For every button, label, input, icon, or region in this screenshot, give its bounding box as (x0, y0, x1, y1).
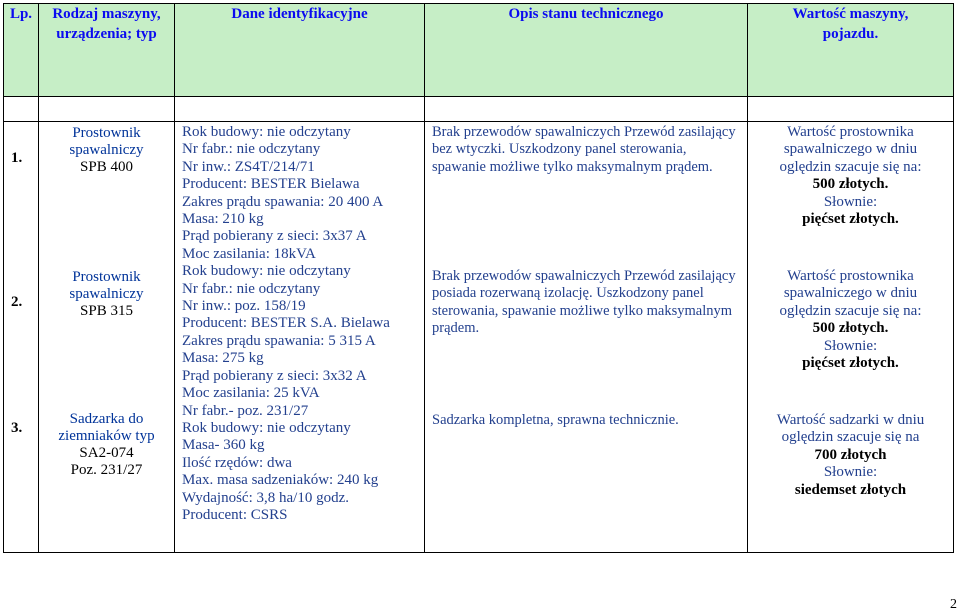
row-1-ident: Rok budowy: nie odczytany Nr fabr.: nie odczytany Nr inw.: ZS4T/214/71 Producent: BESTER Bielawa Zakres prądu spawania: 20 400 A Masa: 210 kg Prąd pobierany z sieci: 3x37 A Moc zasilania: 18kVA (182, 124, 384, 262)
header-value-line1: Wartość maszyny, (792, 6, 909, 22)
row-3-desc: Sadzarka kompletna, sprawna technicznie. (432, 412, 679, 428)
row-2-value: Wartość prostownika spawalniczego w dniu oględzin szacuje się na: 500 złotych. Słownie: pięćset złotych. (779, 268, 922, 372)
row-3-words: siedemset złotych (794, 481, 907, 498)
row-1-machine: Prostownik spawalniczy SPB 400 (69, 125, 144, 175)
row-1-words: pięćset złotych. (802, 211, 899, 228)
row-3-ident: Nr fabr.- poz. 231/27 Rok budowy: nie odczytany Masa- 360 kg Ilość rzędów: dwa Max. masa sadzeniaków: 240 kg Wydajność: 3,8 ha/10 godz. Producent: CSRS (182, 402, 379, 523)
header-type-line1: Rodzaj maszyny, (52, 6, 161, 22)
lp-column (4, 122, 39, 553)
items-row (4, 122, 954, 553)
header-row (4, 4, 954, 97)
row-2-lp: 2. (11, 294, 23, 310)
row-2-amount: 500 złotych. (812, 320, 889, 337)
header-value-line2: pojazdu. (822, 26, 879, 42)
desc-column (425, 122, 748, 553)
row-3-machine: Sadzarka do ziemniaków typ SA2-074 Poz. 231/27 (58, 411, 155, 478)
ident-column (175, 122, 425, 553)
header-type-line2: urządzenia; typ (56, 26, 157, 42)
inventory-table (3, 3, 954, 553)
row-3-lp: 3. (11, 420, 23, 436)
row-1-amount: 500 złotych. (812, 176, 889, 193)
row-2-desc: Brak przewodów spawalniczych Przewód zasilający posiada rozerwaną izolację. Uszkodzony panel sterowania, spawanie możliwe tylko maksymalnym prądem. (432, 268, 736, 337)
row-1-desc: Brak przewodów spawalniczych Przewód zasilający bez wtyczki. Uszkodzony panel sterowania, spawanie możliwe tylko maksymalnym prądem. (432, 124, 736, 175)
machine-column (39, 122, 175, 553)
header-lp: Lp. (4, 4, 39, 97)
header-desc: Opis stanu technicznego (425, 4, 748, 97)
row-3-amount: 700 złotych (814, 446, 887, 463)
row-3-value: Wartość sadzarki w dniu oględzin szacuje się na 700 złotych Słownie: siedemset złotych (776, 412, 925, 498)
row-2-words: pięćset złotych. (802, 355, 899, 372)
header-type (39, 4, 175, 97)
row-2-machine: Prostownik spawalniczy SPB 315 (69, 269, 144, 319)
row-2-ident: Rok budowy: nie odczytany Nr fabr.: nie odczytany Nr inw.: poz. 158/19 Producent: BESTER S.A. Bielawa Zakres prądu spawania: 5 315 A Masa: 275 kg Prąd pobierany z sieci: 3x32 A Moc zasilania: 25 kVA (182, 263, 390, 402)
header-ident: Dane identyfikacyjne (175, 4, 425, 97)
row-1-value: Wartość prostownika spawalniczego w dniu oględzin szacuje się na: 500 złotych. Słownie: pięćset złotych. (779, 124, 922, 228)
header-value (748, 4, 954, 97)
value-column (748, 122, 954, 553)
row-1-lp: 1. (11, 150, 23, 166)
page-number: 2 (950, 597, 957, 612)
spacer-row (4, 97, 954, 122)
